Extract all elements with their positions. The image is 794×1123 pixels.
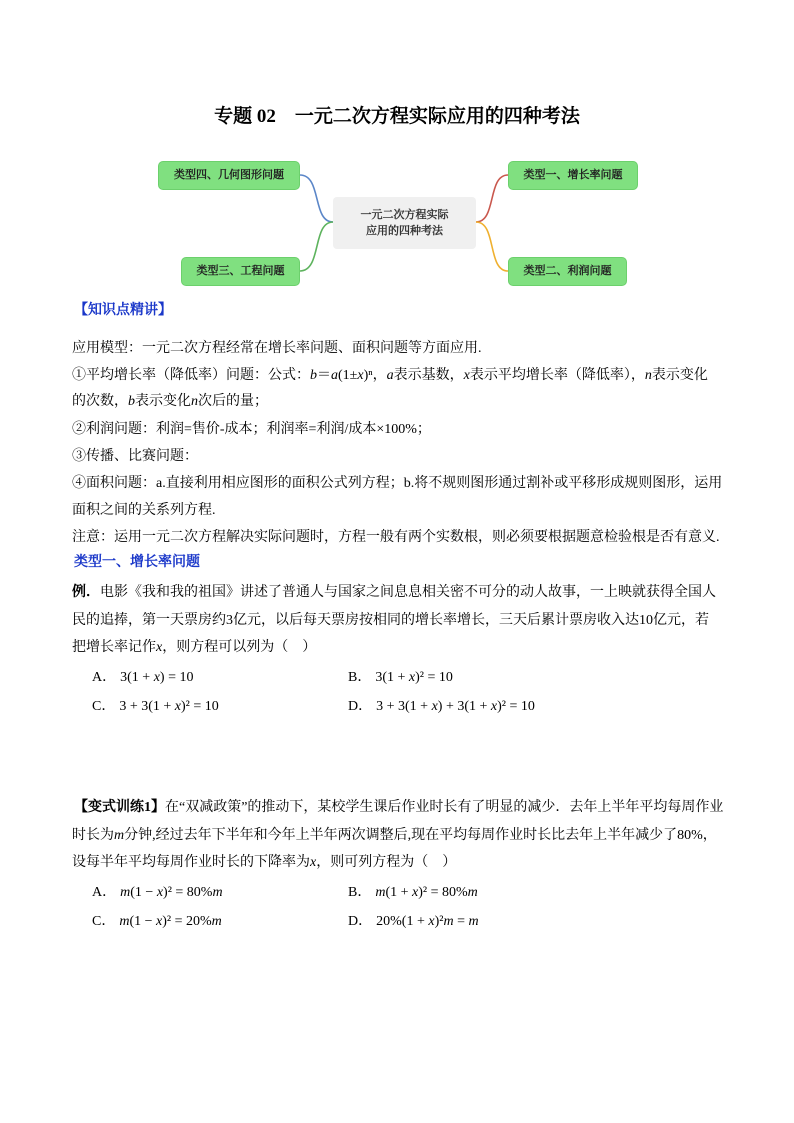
knowledge-line: ③传播、比赛问题： xyxy=(72,449,198,464)
connector-type1 xyxy=(476,175,508,222)
math-variable: x xyxy=(310,855,317,870)
connector-type4 xyxy=(300,175,333,222)
option-letter: B． xyxy=(348,670,372,685)
option-letter: C． xyxy=(92,699,116,714)
math-variable: x xyxy=(463,368,470,383)
math-variable: m xyxy=(375,885,386,900)
mindmap-center-node xyxy=(333,197,476,249)
example-option-c xyxy=(92,697,219,717)
math-variable: x xyxy=(156,914,163,929)
option-letter: D． xyxy=(348,914,373,929)
math-variable: x xyxy=(408,670,416,685)
option-formula: 20%(1 + x)²m = m xyxy=(376,914,479,929)
math-variable: m xyxy=(114,828,125,843)
option-formula: 3(1 + x) = 10 xyxy=(120,670,194,685)
example-line: 把增长率记作x，则方程可以列为（ ） xyxy=(72,640,317,655)
variant-option-a xyxy=(92,883,223,903)
mindmap-node-type2: 类型二、利润问题 xyxy=(508,257,627,286)
math-variable: n xyxy=(644,368,652,383)
math-variable: n xyxy=(191,394,198,409)
mindmap-center-line1: 一元二次方程实际 xyxy=(360,209,449,221)
math-variable: m xyxy=(120,885,131,900)
section-heading-growth-rate: 类型一、增长率问题 xyxy=(74,555,200,570)
math-variable: x xyxy=(412,885,419,900)
knowledge-line: 注意：运用一元二次方程解决实际问题时，方程一般有两个实数根，则必须要根据题意检验根是否有意义. xyxy=(72,530,720,545)
example-label: 例． xyxy=(72,585,100,600)
example-line: 民的追捧，第一天票房约3亿元，以后每天票房按相同的增长率增长，三天后累计票房收入达10亿元，若 xyxy=(72,613,709,628)
math-variable: m xyxy=(211,914,222,929)
knowledge-heading: 【知识点精讲】 xyxy=(74,303,172,318)
math-variable: x xyxy=(174,699,182,714)
option-letter: C． xyxy=(92,914,116,929)
math-variable: m xyxy=(467,885,478,900)
option-formula: 3 + 3(1 + x)² = 10 xyxy=(119,699,219,714)
option-letter: D． xyxy=(348,699,373,714)
variant-option-c xyxy=(92,912,222,932)
variant-label: 【变式训练1】 xyxy=(74,800,165,815)
variant-line xyxy=(74,798,723,818)
mindmap-node-type3: 类型三、工程问题 xyxy=(181,257,300,286)
option-formula: 3 + 3(1 + x) + 3(1 + x)² = 10 xyxy=(376,699,535,714)
math-variable: b xyxy=(310,368,317,383)
knowledge-line: ②利润问题：利润=售价-成本；利润率=利润/成本×100%； xyxy=(72,422,431,437)
example-text: 电影《我和我的祖国》讲述了普通人与国家之间息息相关密不可分的动人故事，一上映就获得全国人 xyxy=(100,585,716,600)
example-line xyxy=(72,583,716,603)
connector-type3 xyxy=(300,222,333,271)
option-formula: 3(1 + x)² = 10 xyxy=(375,670,453,685)
math-variable: m xyxy=(212,885,223,900)
option-formula: m(1 − x)² = 20%m xyxy=(119,914,222,929)
math-variable: a xyxy=(331,368,338,383)
math-variable: x xyxy=(153,670,160,685)
variant-text: 在“双减政策”的推动下，某校学生课后作业时长有了明显的减少．去年上半年平均每周作业 xyxy=(165,800,724,815)
math-variable: m xyxy=(443,914,454,929)
knowledge-line: 的次数，b表示变化n次后的量； xyxy=(72,394,268,409)
math-variable: a xyxy=(386,368,394,383)
math-variable: m xyxy=(119,914,130,929)
variant-option-d xyxy=(348,912,479,932)
example-option-d xyxy=(348,697,535,717)
math-variable: x xyxy=(490,699,498,714)
math-variable: m xyxy=(468,914,479,929)
math-variable: x xyxy=(428,914,435,929)
knowledge-line: 应用模型：一元二次方程经常在增长率问题、面积问题等方面应用. xyxy=(72,341,482,356)
page-title: 专题 02 一元二次方程实际应用的四种考法 xyxy=(214,106,580,127)
option-formula: m(1 + x)² = 80%m xyxy=(375,885,478,900)
knowledge-line: ④面积问题：a.直接利用相应图形的面积公式列方程；b.将不规则图形通过割补或平移形成规则图形，运用 xyxy=(72,476,723,491)
mindmap-node-type1: 类型一、增长率问题 xyxy=(508,161,638,190)
math-variable: x xyxy=(156,885,164,900)
example-option-b xyxy=(348,668,453,688)
mindmap-connectors xyxy=(0,0,794,300)
math-variable: b xyxy=(128,394,135,409)
mindmap-center-line2: 应用的四种考法 xyxy=(366,225,443,237)
math-variable: x xyxy=(357,368,364,383)
variant-option-b xyxy=(348,883,478,903)
variant-line: 时长为m分钟,经过去年下半年和今年上半年两次调整后,现在平均每周作业时长比去年上半年减少了80%， xyxy=(72,828,717,843)
knowledge-line: 面积之间的关系列方程. xyxy=(72,503,216,518)
option-letter: B． xyxy=(348,885,372,900)
variant-line: 设每半年平均每周作业时长的下降率为x，则可列方程为（ ） xyxy=(72,855,457,870)
option-formula: m(1 − x)² = 80%m xyxy=(120,885,223,900)
option-letter: A． xyxy=(92,885,117,900)
mindmap-node-type4: 类型四、几何图形问题 xyxy=(158,161,300,190)
option-letter: A． xyxy=(92,670,117,685)
example-option-a xyxy=(92,668,193,688)
math-variable: x xyxy=(156,640,163,655)
math-variable: x xyxy=(431,699,438,714)
connector-type2 xyxy=(476,222,508,271)
knowledge-line: ①平均增长率（降低率）问题：公式：b＝a(1±x)ⁿ，a表示基数，x表示平均增长率（降低率），n表示变化 xyxy=(72,368,708,383)
